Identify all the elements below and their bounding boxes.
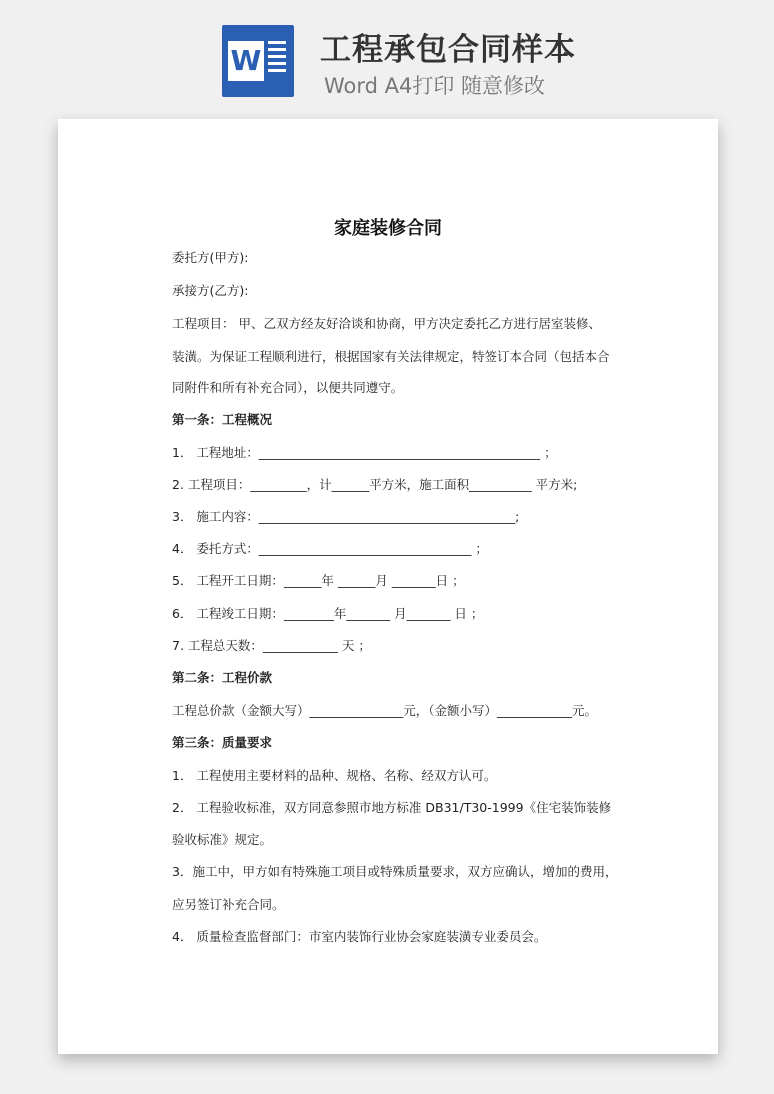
clause-line: 3． 施工内容：_________________________________________; xyxy=(172,509,520,524)
page-header xyxy=(0,0,774,110)
clause-line: 1． 工程使用主要材料的品种、规格、名称、经双方认可。 xyxy=(172,768,497,783)
clause-line: 4． 质量检查监督部门：市室内装饰行业协会家庭装潢专业委员会。 xyxy=(172,929,547,944)
clause-line: 4． 委托方式：__________________________________ ； xyxy=(172,541,488,556)
clause-line: 应另签订补充合同。 xyxy=(172,897,285,912)
document-page xyxy=(58,119,718,1054)
header-subtitle: Word A4打印 随意修改 xyxy=(324,74,546,98)
clause-line: 验收标准》规定。 xyxy=(172,832,273,847)
section-heading: 第一条：工程概况 xyxy=(172,412,273,427)
clause-line: 2. 工程项目：_________，计______平方米，施工面积__________ 平方米; xyxy=(172,477,578,492)
clause-line: 1． 工程地址：_____________________________________________ ； xyxy=(172,445,557,460)
word-lines-icon xyxy=(268,41,286,76)
party-a-line: 委托方(甲方): xyxy=(172,250,249,265)
word-icon xyxy=(222,25,294,97)
clause-line: 3．施工中，甲方如有特殊施工项目或特殊质量要求，双方应确认，增加的费用， xyxy=(172,864,618,879)
header-title: 工程承包合同样本 xyxy=(320,32,576,68)
clause-line: 工程总价款（金额大写）_______________元，（金额小写）____________元。 xyxy=(172,703,598,718)
clause-line: 6． 工程竣工日期：________年_______ 月_______ 日 ； xyxy=(172,606,484,621)
party-b-line: 承接方(乙方): xyxy=(172,283,249,298)
paragraph-line: 装潢。为保证工程顺利进行，根据国家有关法律规定，特签订本合同（包括本合 xyxy=(172,349,610,364)
word-letter: W xyxy=(228,41,264,81)
clause-line: 2． 工程验收标准，双方同意参照市地方标准 DB31/T30-1999《住宅装饰装修 xyxy=(172,800,612,815)
paragraph-line: 同附件和所有补充合同），以便共同遵守。 xyxy=(172,380,404,395)
paragraph-line: 工程项目： 甲、乙双方经友好洽谈和协商，甲方决定委托乙方进行居室装修、 xyxy=(172,316,601,331)
section-heading: 第二条：工程价款 xyxy=(172,670,273,685)
section-heading: 第三条：质量要求 xyxy=(172,735,273,750)
clause-line: 5． 工程开工日期：______年 ______月 _______日 ； xyxy=(172,573,465,588)
document-title: 家庭装修合同 xyxy=(334,218,442,239)
clause-line: 7. 工程总天数：____________ 天 ； xyxy=(172,638,371,653)
